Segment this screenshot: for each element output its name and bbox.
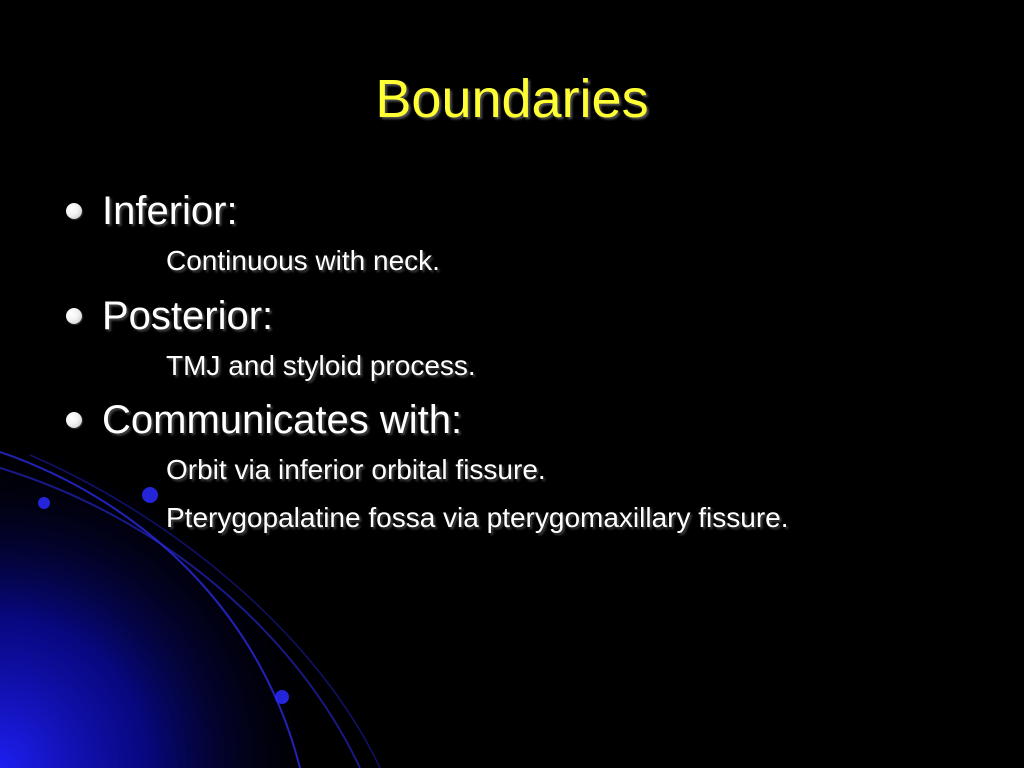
sub-item-text: TMJ and styloid process. — [166, 350, 476, 381]
bullet-item-inferior — [64, 186, 238, 236]
bullet-heading: Posterior: — [102, 293, 274, 338]
sub-item-text: Orbit via inferior orbital fissure. — [166, 454, 546, 485]
sub-item-text: Continuous with neck. — [166, 245, 440, 276]
slide-title: Boundaries — [375, 69, 649, 129]
sub-item-text: Pterygopalatine fossa via pterygomaxillary fissure. — [166, 502, 789, 533]
bullet-heading: Communicates with: — [102, 397, 463, 442]
bullet-item-posterior — [64, 291, 273, 341]
bullet-dot-icon — [66, 412, 82, 428]
bullet-dot-icon — [66, 308, 82, 324]
bullet-dot-icon — [66, 203, 82, 219]
bullet-heading: Inferior: — [102, 188, 238, 233]
bullet-item-communicates — [64, 395, 462, 445]
